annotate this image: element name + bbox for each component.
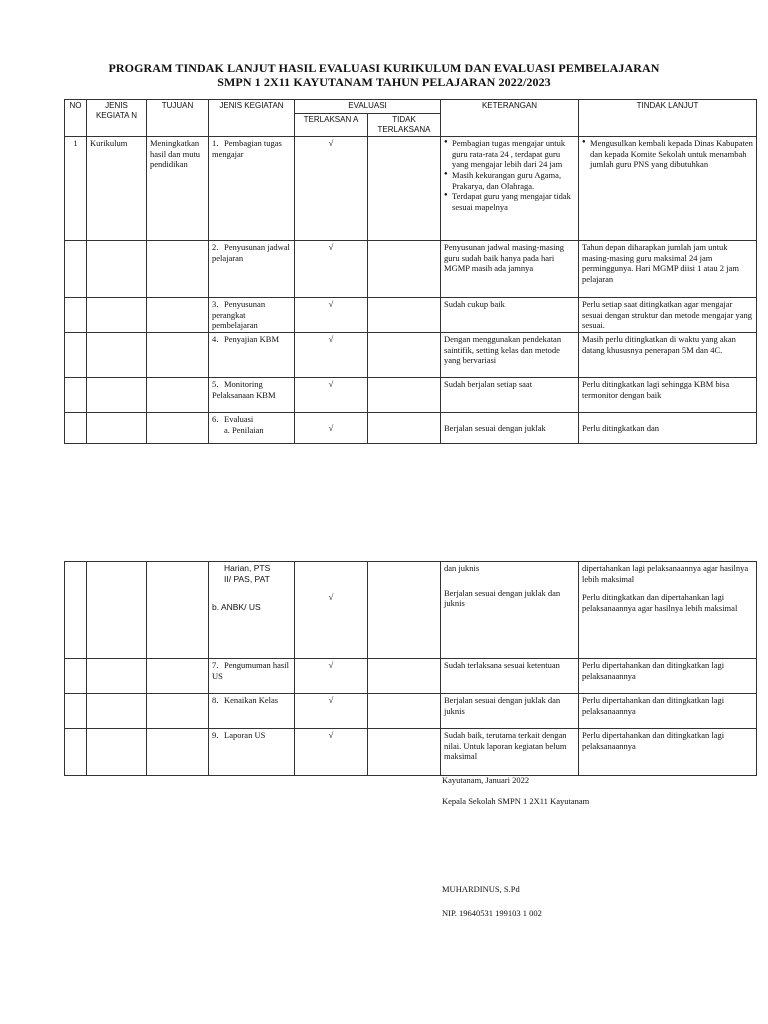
header-terlaksana: TERLAKSAN A bbox=[295, 114, 368, 137]
cell-tindak-lanjut: Perlu setiap saat ditingkatkan agar mengajar sesuai dengan struktur dan metode mengajar yang sesuai. bbox=[579, 298, 757, 333]
cell-kegiatan: Pengumuman hasil US bbox=[212, 660, 289, 681]
cell-keterangan: dan juknis bbox=[444, 563, 480, 573]
cell-kegiatan: Laporan US bbox=[224, 730, 266, 740]
header-jenis-kegiatan: JENIS KEGIATA N bbox=[87, 100, 147, 137]
check-mark: √ bbox=[295, 241, 368, 298]
kegiatan-number: 1. bbox=[212, 138, 219, 148]
cell-keterangan: Sudah cukup baik bbox=[441, 298, 579, 333]
table-row bbox=[65, 413, 757, 444]
table-row bbox=[65, 241, 757, 298]
header-tidak-terlaksana: TIDAK TERLAKSANA bbox=[368, 114, 441, 137]
table-row bbox=[65, 659, 757, 694]
cell-no: 1 bbox=[65, 137, 87, 241]
cell-keterangan: Penyusunan jadwal masing-masing guru sudah baik hanya pada hari MGMP masih ada jamnya bbox=[441, 241, 579, 298]
check-mark: √ bbox=[295, 562, 368, 659]
cell-tindak-lanjut: Perlu dipertahankan dan ditingkatkan lagi pelaksanaannya bbox=[579, 659, 757, 694]
cell-kegiatan: Harian, PTS II/ PAS, PAT bbox=[224, 563, 271, 584]
table-row bbox=[65, 562, 757, 659]
cell-tindak-lanjut: Perlu ditingkatkan lagi sehingga KBM bisa termonitor dengan baik bbox=[579, 378, 757, 413]
cell-keterangan: Dengan menggunakan pendekatan saintifik, setting kelas dan metode yang bervariasi bbox=[441, 333, 579, 378]
cell-tindak-lanjut: Tahun depan diharapkan jumlah jam untuk masing-masing guru maksimal 24 jam perminggunya. Hari MGMP diisi 1 atau 2 jam pelajaran bbox=[579, 241, 757, 298]
cell-subkegiatan: a. Penilaian bbox=[224, 424, 264, 435]
cell-keterangan: Berjalan sesuai dengan juklak dan juknis bbox=[444, 587, 561, 609]
cell-kegiatan: Evaluasi bbox=[224, 414, 254, 424]
cell-subkegiatan: b. ANBK/ US bbox=[212, 602, 261, 613]
evaluation-table-part1 bbox=[64, 99, 757, 444]
evaluation-table-part2 bbox=[64, 561, 757, 776]
header-jenis-kegiatan-2: JENIS KEGIATAN bbox=[209, 100, 295, 137]
kegiatan-number: 8. bbox=[212, 695, 219, 705]
kegiatan-number: 7. bbox=[212, 660, 219, 670]
document-subtitle: SMPN 1 2X11 KAYUTANAM TAHUN PELAJARAN 2022/2023 bbox=[217, 75, 551, 89]
list-item: ● Masih kekurangan guru Agama, Prakarya, dan Olahraga. bbox=[452, 170, 575, 191]
cell-tindak-lanjut: Perlu ditingkatkan dan dipertahankan lagi pelaksanaannya agar hasilnya lebih maksimal bbox=[582, 592, 738, 613]
header-tujuan: TUJUAN bbox=[147, 100, 209, 137]
cell-tindak-lanjut: Perlu ditingkatkan dan bbox=[579, 413, 757, 444]
check-mark: √ bbox=[295, 659, 368, 694]
cell-kegiatan: Kenaikan Kelas bbox=[224, 695, 279, 705]
cell-kegiatan: Penyusunan perangkat pembelajaran bbox=[212, 299, 266, 331]
header-keterangan: KETERANGAN bbox=[441, 100, 579, 137]
check-mark: √ bbox=[295, 729, 368, 776]
cell-kegiatan: Pembagian tugas mengajar bbox=[212, 138, 282, 159]
check-mark: √ bbox=[295, 137, 368, 241]
kegiatan-number: 9. bbox=[212, 730, 219, 740]
check-mark: √ bbox=[295, 413, 368, 444]
check-mark: √ bbox=[295, 694, 368, 729]
list-item: ● Mengusulkan kembali kepada Dinas Kabupaten dan kepada Komite Sekolah untuk menambah jumlah guru PNS yang dibutuhkan bbox=[590, 138, 753, 170]
document-title: PROGRAM TINDAK LANJUT HASIL EVALUASI KURIKULUM DAN EVALUASI PEMBELAJARAN bbox=[108, 61, 660, 75]
check-mark: √ bbox=[295, 298, 368, 333]
cell-jenis: Kurikulum bbox=[87, 137, 147, 241]
cell-kegiatan: Monitoring Pelaksanaan KBM bbox=[212, 379, 276, 400]
kegiatan-number: 3. bbox=[212, 299, 219, 309]
table-row bbox=[65, 694, 757, 729]
cell-keterangan: Sudah terlaksana sesuai ketentuan bbox=[441, 659, 579, 694]
table-row bbox=[65, 729, 757, 776]
cell-tindak-lanjut: Perlu dipertahankan dan ditingkatkan lagi pelaksanaannya bbox=[579, 694, 757, 729]
header-no: NO bbox=[65, 100, 87, 137]
check-mark: √ bbox=[295, 333, 368, 378]
list-item: ● Terdapat guru yang mengajar tidak sesuai mapelnya bbox=[452, 191, 575, 212]
list-item: ● Pembagian tugas mengajar untuk guru rata-rata 24 , terdapat guru yang mengajar lebih dari 24 jam bbox=[452, 138, 575, 170]
cell-kegiatan: Penyusunan jadwal pelajaran bbox=[212, 242, 290, 263]
kegiatan-number: 5. bbox=[212, 379, 219, 389]
table-row bbox=[65, 333, 757, 378]
header-evaluasi: EVALUASI bbox=[295, 100, 441, 114]
table-row bbox=[65, 137, 757, 241]
cell-keterangan: Sudah baik, terutama terkait dengan nilai. Untuk laporan kegiatan belum maksimal bbox=[441, 729, 579, 776]
cell-kegiatan: Penyajian KBM bbox=[224, 334, 280, 344]
header-tindak-lanjut: TINDAK LANJUT bbox=[579, 100, 757, 137]
cell-tidak-terlaksana bbox=[368, 137, 441, 241]
cell-tindak-lanjut: dipertahankan lagi pelaksanaannya agar hasilnya lebih maksimal bbox=[582, 563, 749, 584]
cell-keterangan: Sudah berjalan setiap saat bbox=[441, 378, 579, 413]
table-row bbox=[65, 298, 757, 333]
cell-tujuan: Meningkatkan hasil dan mutu pendidikan bbox=[147, 137, 209, 241]
cell-tindak-lanjut: Perlu dipertahankan dan ditingkatkan lagi pelaksanaannya bbox=[579, 729, 757, 776]
table-row bbox=[65, 378, 757, 413]
kegiatan-number: 2. bbox=[212, 242, 219, 252]
cell-keterangan: Berjalan sesuai dengan juklak dan juknis bbox=[441, 694, 579, 729]
signature-place-date: Kayutanam, Januari 2022 bbox=[442, 775, 530, 785]
cell-keterangan: Berjalan sesuai dengan juklak bbox=[441, 413, 579, 444]
signature-name: MUHARDINUS, S.Pd bbox=[442, 884, 520, 894]
cell-tindak-lanjut: Masih perlu ditingkatkan di waktu yang akan datang khususnya penerapan 5M dan 4C. bbox=[579, 333, 757, 378]
signature-position: Kepala Sekolah SMPN 1 2X11 Kayutanam bbox=[442, 796, 590, 806]
kegiatan-number: 6. bbox=[212, 414, 219, 424]
signature-nip: NIP. 19640531 199103 1 002 bbox=[442, 908, 542, 918]
check-mark: √ bbox=[295, 378, 368, 413]
kegiatan-number: 4. bbox=[212, 334, 219, 344]
